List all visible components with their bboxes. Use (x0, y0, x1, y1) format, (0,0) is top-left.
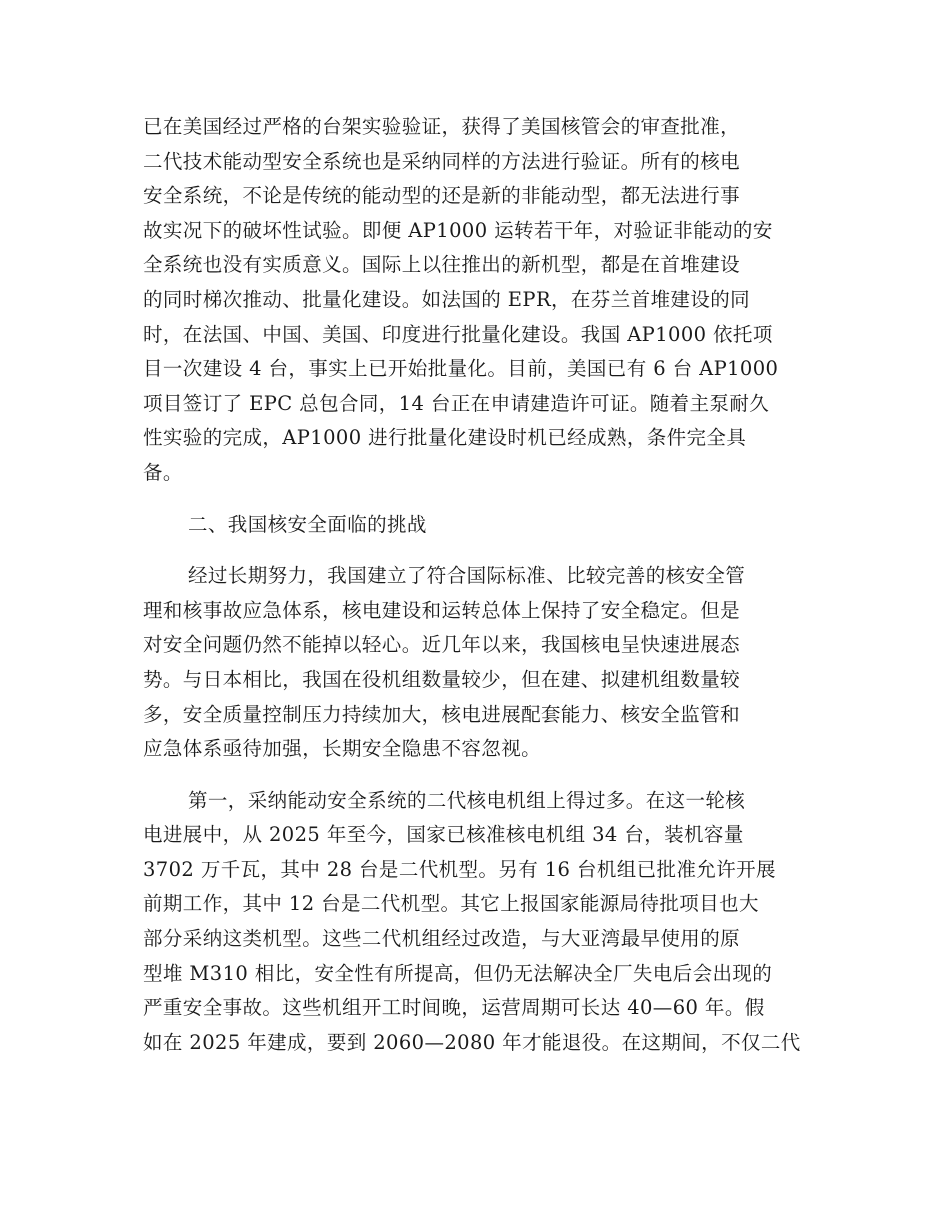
text-line: 理和核事故应急体系，核电建设和运转总体上保持了安全稳定。但是 (143, 598, 741, 622)
text-line: 部分采纳这类机型。这些二代机组经过改造，与大亚湾最早使用的原 (143, 927, 741, 951)
text-line: 二代技术能动型安全系统也是采纳同样的方法进行验证。所有的核电 (143, 149, 741, 173)
text-line: 备。 (143, 460, 183, 484)
text-line: 项目签订了 EPC 总包合同，14 台正在申请建造许可证。随着主泵耐久 (143, 391, 770, 415)
text-line: 3702 万千瓦，其中 28 台是二代机型。另有 16 台机组已批准允许开展 (143, 857, 776, 881)
text-line: 前期工作，其中 12 台是二代机型。其它上报国家能源局待批项目也大 (143, 892, 759, 916)
text-line: 安全系统，不论是传统的能动型的还是新的非能动型，都无法进行事 (143, 184, 741, 208)
text-line: 型堆 M310 相比，安全性有所提高，但仍无法解决全厂失电后会出现的 (143, 961, 773, 985)
text-line: 势。与日本相比，我国在役机组数量较少，但在建、拟建机组数量较 (143, 667, 741, 691)
paragraph-spacer (143, 491, 823, 508)
text-line: 多，安全质量控制压力持续加大，核电进展配套能力、核安全监管和 (143, 702, 741, 726)
text-line: 经过长期努力，我国建立了符合国际标准、比较完善的核安全管 (188, 564, 746, 588)
document-page (143, 110, 823, 1060)
text-line: 第一，采纳能动安全系统的二代核电机组上得过多。在这一轮核 (188, 788, 746, 812)
paragraph-spacer (143, 542, 823, 559)
text-line: 已在美国经过严格的台架实验验证，获得了美国核管会的审查批准， (143, 115, 741, 138)
text-line: 严重安全事故。这些机组开工时间晚，运营周期可长达 40—60 年。假 (143, 996, 765, 1020)
paragraph-1 (143, 110, 823, 491)
text-line: 如在 2025 年建成，要到 2060—2080 年才能退役。在这期间，不仅二代 (143, 1030, 801, 1054)
text-line: 应急体系亟待加强，长期安全隐患不容忽视。 (143, 737, 542, 761)
text-line: 故实况下的破坏性试验。即便 AP1000 运转若干年，对验证非能动的安 (143, 218, 773, 242)
text-line: 性实验的完成，AP1000 进行批量化建设时机已经成熟，条件完全具 (143, 426, 747, 450)
section-heading (143, 508, 823, 543)
text-line: 时，在法国、中国、美国、印度进行批量化建设。我国 AP1000 依托项 (143, 322, 773, 346)
text-line: 目一次建设 4 台，事实上已开始批量化。目前，美国已有 6 台 AP1000 (143, 357, 779, 381)
text-line: 的同时梯次推动、批量化建设。如法国的 EPR，在芬兰首堆建设的同 (143, 287, 751, 311)
paragraph-2 (143, 559, 823, 767)
text-line: 电进展中，从 2025 年至今，国家已核准核电机组 34 台，装机容量 (143, 823, 744, 847)
text-line: 对安全问题仍然不能掉以轻心。近几年以来，我国核电呈快速进展态 (143, 633, 741, 657)
paragraph-3 (143, 784, 823, 1061)
text-line: 全系统也没有实质意义。国际上以往推出的新机型，都是在首堆建设 (143, 253, 741, 277)
paragraph-spacer (143, 767, 823, 784)
section-heading-text: 二、我国核安全面临的挑战 (188, 512, 427, 536)
